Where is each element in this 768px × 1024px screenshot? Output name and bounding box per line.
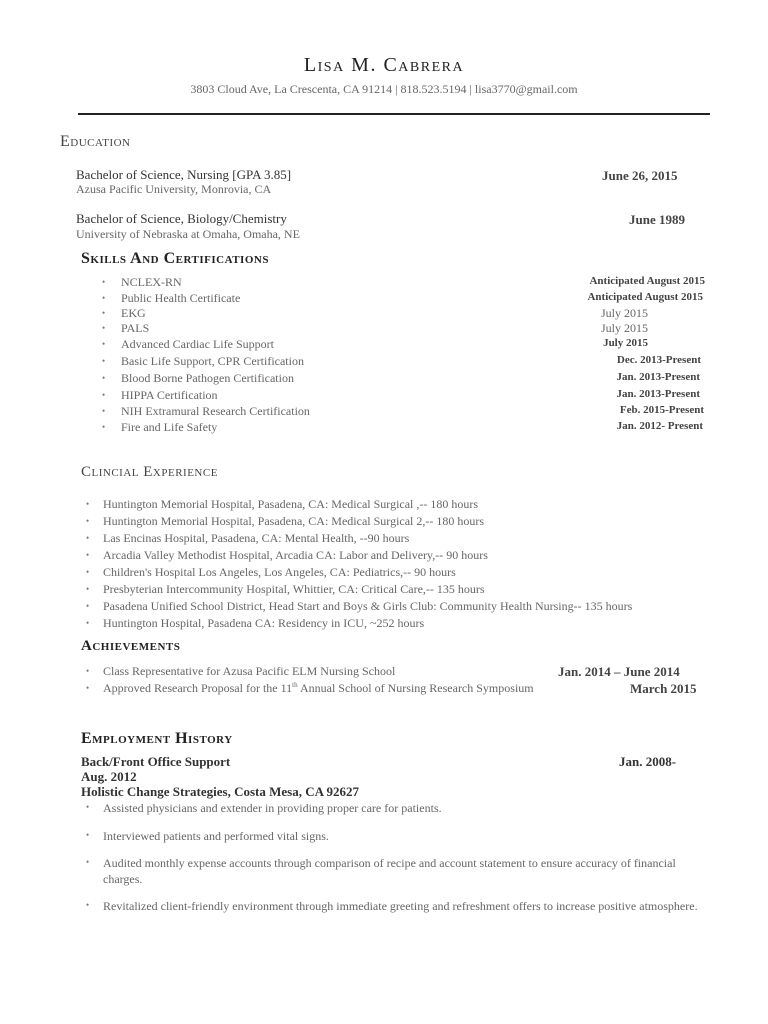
skill-date: Jan. 2012- Present xyxy=(616,420,703,432)
skill-date: July 2015 xyxy=(600,306,648,320)
bullet-icon: • xyxy=(102,356,106,366)
achievement-date: Jan. 2014 – June 2014 xyxy=(558,664,680,679)
skill-date: July 2015 xyxy=(600,321,648,335)
contact-line: 3803 Cloud Ave, La Crescenta, CA 91214 | 818.523.5194 | lisa3770@gmail.com xyxy=(190,82,578,96)
bullet-icon: • xyxy=(102,339,106,349)
institution-unomaha: University of Nebraska at Omaha, Omaha, NE xyxy=(76,227,300,241)
bullet-icon: • xyxy=(86,802,90,812)
bullet-icon: • xyxy=(86,499,90,509)
clinical-item: Huntington Memorial Hospital, Pasadena, CA: Medical Surgical 2,-- 180 hours xyxy=(103,514,485,528)
job-date-end: Aug. 2012 xyxy=(81,769,137,784)
employment-heading: Employment History xyxy=(81,730,233,747)
degree-nursing: Bachelor of Science, Nursing [GPA 3.85] xyxy=(76,167,292,182)
bullet-icon: • xyxy=(86,567,90,577)
job-company: Holistic Change Strategies, Costa Mesa, CA 92627 xyxy=(81,784,360,799)
skill-date: Anticipated August 2015 xyxy=(589,275,705,287)
bullet-icon: • xyxy=(102,277,106,287)
bullet-icon: • xyxy=(86,618,90,628)
clinical-item: Presbyterian Intercommunity Hospital, Whittier, CA: Critical Care,-- 135 hours xyxy=(103,582,485,596)
bullet-icon: • xyxy=(86,900,90,910)
bullet-icon: • xyxy=(102,308,106,318)
bullet-icon: • xyxy=(86,683,90,693)
degree-nursing-date: June 26, 2015 xyxy=(602,168,678,183)
skill-date: Dec. 2013-Present xyxy=(616,354,701,366)
skill-name: EKG xyxy=(121,306,146,320)
job-title: Back/Front Office Support xyxy=(81,754,231,769)
bullet-icon: • xyxy=(102,293,106,303)
skill-date: Feb. 2015-Present xyxy=(619,404,704,416)
skill-name: Blood Borne Pathogen Certification xyxy=(121,371,294,385)
skill-name: Basic Life Support, CPR Certification xyxy=(121,354,304,368)
skill-name: Advanced Cardiac Life Support xyxy=(121,337,274,351)
bullet-icon: • xyxy=(102,323,106,333)
duty-item: Assisted physicians and extender in providing proper care for patients. xyxy=(103,801,442,815)
job-date-start: Jan. 2008- xyxy=(619,754,677,769)
duty-item: Audited monthly expense accounts through comparison of recipe and account statement to ensure accuracy of financial charges. xyxy=(103,856,676,886)
duty-item: Interviewed patients and performed vital signs. xyxy=(103,829,329,843)
bullet-icon: • xyxy=(102,390,106,400)
bullet-icon: • xyxy=(86,516,90,526)
degree-biology: Bachelor of Science, Biology/Chemistry xyxy=(76,211,287,226)
education-heading: Education xyxy=(60,133,131,150)
institution-apu: Azusa Pacific University, Monrovia, CA xyxy=(76,182,272,196)
skill-name: PALS xyxy=(121,321,150,335)
skill-date: Jan. 2013-Present xyxy=(616,388,700,400)
skills-heading: Skills And Certifications xyxy=(81,250,269,267)
degree-biology-date: June 1989 xyxy=(629,212,685,227)
bullet-icon: • xyxy=(86,584,90,594)
achievement-date: March 2015 xyxy=(630,681,697,696)
clinical-item: Children's Hospital Los Angeles, Los Angeles, CA: Pediatrics,-- 90 hours xyxy=(103,565,456,579)
clinical-item: Huntington Memorial Hospital, Pasadena, CA: Medical Surgical ,-- 180 hours xyxy=(103,497,479,511)
achievements-heading: Achievements xyxy=(81,638,181,654)
duty-item: Revitalized client-friendly environment through immediate greeting and refreshment offers to increase positive atmosphere. xyxy=(103,899,698,913)
clinical-heading: Clincial Experience xyxy=(81,464,218,480)
skill-name: HIPPA Certification xyxy=(121,388,218,402)
clinical-item: Arcadia Valley Methodist Hospital, Arcadia CA: Labor and Delivery,-- 90 hours xyxy=(103,548,488,562)
skill-name: NIH Extramural Research Certification xyxy=(121,404,310,418)
bullet-icon: • xyxy=(86,533,90,543)
bullet-icon: • xyxy=(86,857,90,867)
bullet-icon: • xyxy=(86,550,90,560)
achievement-item: Class Representative for Azusa Pacific ELM Nursing School xyxy=(103,664,396,678)
bullet-icon: • xyxy=(102,422,106,432)
header-divider xyxy=(78,113,710,115)
bullet-icon: • xyxy=(86,601,90,611)
skill-name: Fire and Life Safety xyxy=(121,420,218,434)
skill-name: NCLEX-RN xyxy=(121,275,182,289)
achievement-item: Approved Research Proposal for the 11th Annual School of Nursing Research Symposium xyxy=(103,681,534,695)
skill-date: Anticipated August 2015 xyxy=(587,291,703,303)
skill-name: Public Health Certificate xyxy=(121,291,241,305)
skill-date: Jan. 2013-Present xyxy=(616,371,700,383)
bullet-icon: • xyxy=(102,373,106,383)
clinical-item: Pasadena Unified School District, Head Start and Boys & Girls Club: Community Health Nursing-- 135 hours xyxy=(103,599,633,613)
skill-date: July 2015 xyxy=(603,337,648,349)
bullet-icon: • xyxy=(102,406,106,416)
clinical-item: Huntington Hospital, Pasadena CA: Residency in ICU, ~252 hours xyxy=(103,616,425,630)
bullet-icon: • xyxy=(86,666,90,676)
bullet-icon: • xyxy=(86,830,90,840)
resume-name: Lisa M. Cabrera xyxy=(303,54,465,76)
clinical-item: Las Encinas Hospital, Pasadena, CA: Mental Health, --90 hours xyxy=(103,531,410,545)
